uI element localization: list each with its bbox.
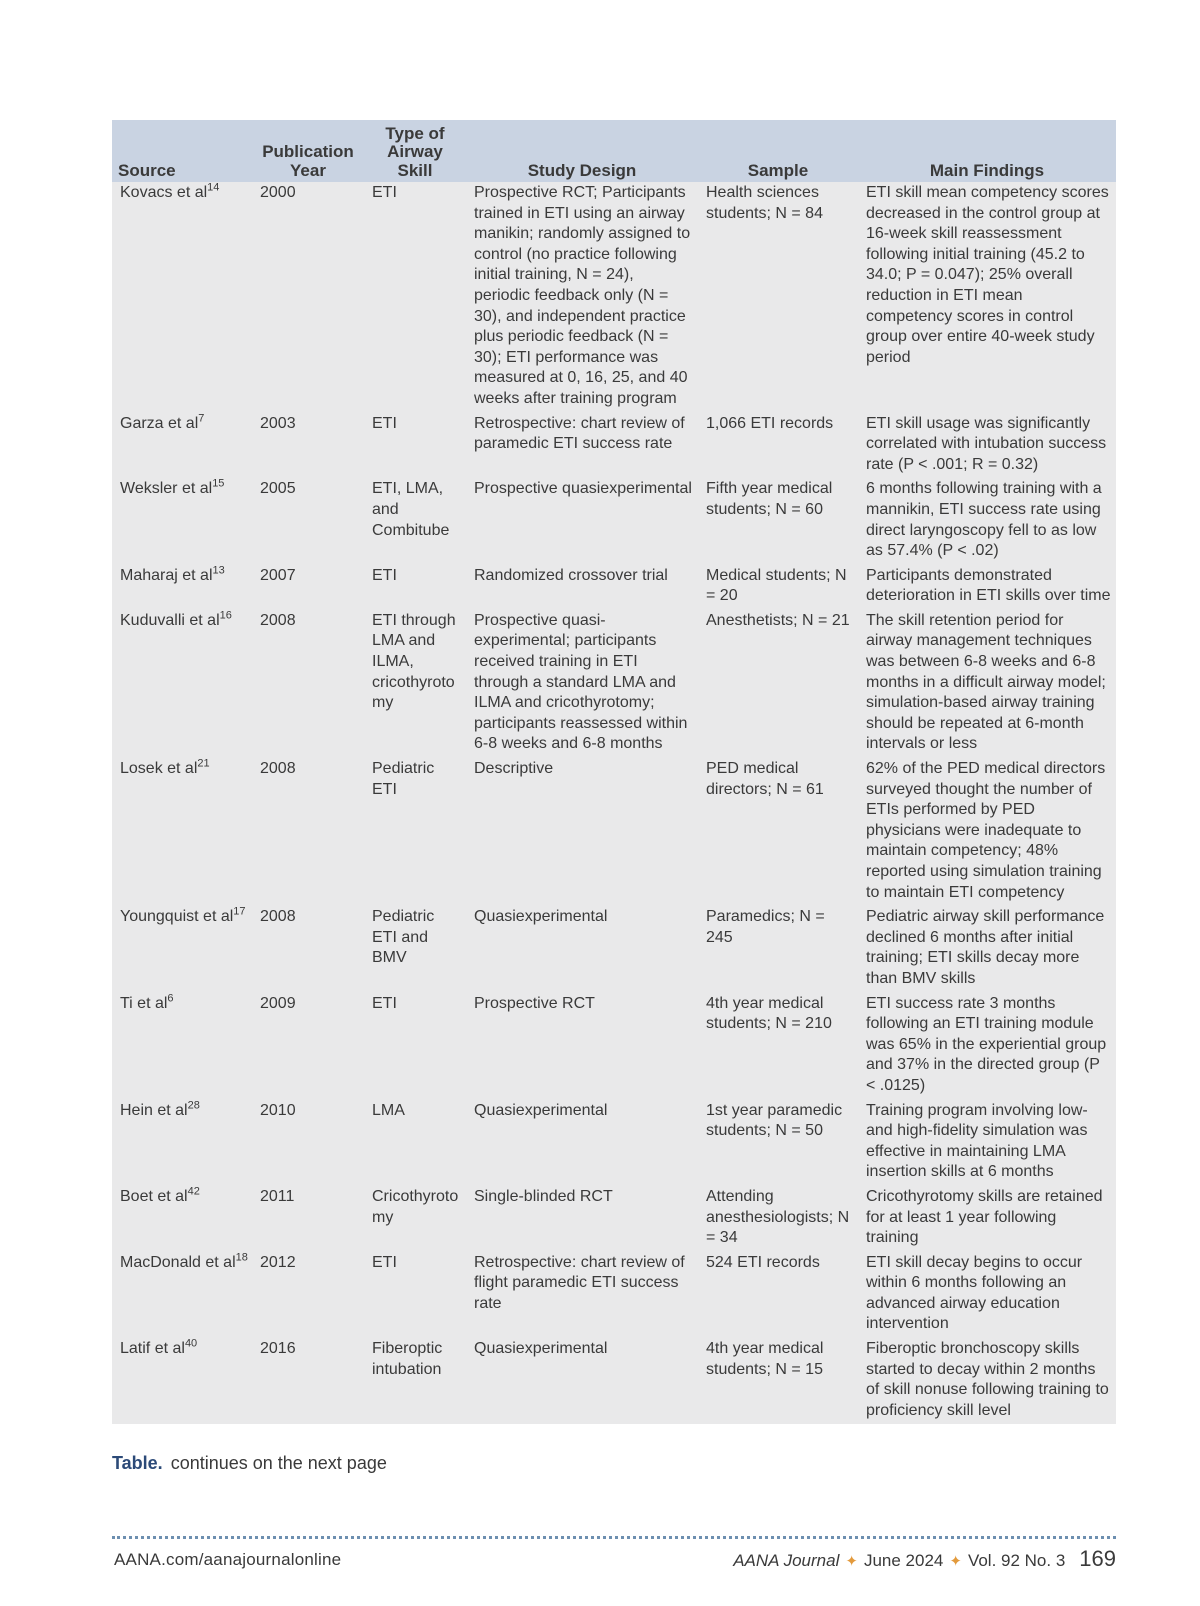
cell-findings xyxy=(858,1100,1116,1186)
source-text: Youngquist et al xyxy=(120,908,234,926)
cell-sample xyxy=(698,906,858,992)
cell-source xyxy=(112,610,252,758)
cell-skill xyxy=(364,906,466,992)
findings-text: Pediatric airway skill performance declined 6 months after initial training; ETI skills decay more than BMV skills xyxy=(866,908,1105,987)
findings-text: ETI skill mean competency scores decreased in the control group at 16-week skill reassessment following initial training (45.2 to 34.0; P = 0.047); 25% overall reduction in ETI mean competency scores in control group over entire 40-week study period xyxy=(866,184,1109,366)
cell-sample xyxy=(698,182,858,413)
skill-text: Pediatric ETI xyxy=(372,760,435,798)
cell-design xyxy=(466,1100,698,1186)
skill-text: ETI xyxy=(372,566,397,584)
sample-text: 4th year medical students; N = 15 xyxy=(706,1340,824,1378)
cell-source xyxy=(112,906,252,992)
design-text: Prospective quasiexperimental xyxy=(474,480,692,498)
table-row xyxy=(112,610,1116,758)
cell-sample xyxy=(698,993,858,1100)
year-text: 2003 xyxy=(260,414,296,432)
col-header-design: Study Design xyxy=(527,160,637,180)
cell-year xyxy=(252,478,364,564)
col-header-skill-line2: Airway xyxy=(387,142,443,161)
skill-text: ETI xyxy=(372,414,397,432)
col-header-findings: Main Findings xyxy=(929,160,1045,180)
table-row xyxy=(112,1100,1116,1186)
cell-source xyxy=(112,1186,252,1252)
cell-findings xyxy=(858,182,1116,413)
cell-year xyxy=(252,413,364,479)
design-text: Retrospective: chart review of paramedic ETI success rate xyxy=(474,414,685,453)
cell-findings xyxy=(858,1252,1116,1338)
source-text: Maharaj et al xyxy=(120,566,213,584)
col-header-source: Source xyxy=(118,160,176,180)
skill-text: Fiberoptic intubation xyxy=(372,1340,443,1378)
sample-text: Paramedics; N = 245 xyxy=(706,908,825,946)
source-text: Hein et al xyxy=(120,1101,188,1119)
cell-year xyxy=(252,758,364,906)
cell-sample xyxy=(698,478,858,564)
findings-text: ETI skill usage was significantly correlated with intubation success rate (P < .001; R = 0.32) xyxy=(866,414,1107,473)
cell-source xyxy=(112,413,252,479)
cell-year xyxy=(252,1338,364,1424)
cell-design xyxy=(466,758,698,906)
cell-skill xyxy=(364,610,466,758)
source-text: MacDonald et al xyxy=(120,1253,236,1271)
cell-year xyxy=(252,610,364,758)
cell-skill xyxy=(364,1100,466,1186)
reference-number: 18 xyxy=(235,1251,248,1264)
year-text: 2008 xyxy=(260,611,296,629)
col-header-skill-line1: Type of xyxy=(385,123,445,143)
year-text: 2011 xyxy=(260,1187,295,1205)
header-row xyxy=(112,120,1116,182)
cell-source xyxy=(112,1252,252,1338)
sample-text: 524 ETI records xyxy=(706,1253,820,1271)
review-table-container xyxy=(112,120,1116,1424)
findings-text: ETI success rate 3 months following an ETI training module was 65% in the experiential group and 37% in the directed group (P < .0125) xyxy=(866,994,1107,1094)
findings-text: ETI skill decay begins to occur within 6 months following an advanced airway education intervention xyxy=(866,1253,1083,1333)
col-header-year-line2: Year xyxy=(290,160,326,180)
skill-text: ETI through LMA and ILMA, cricothyrotomy xyxy=(372,611,456,712)
table-row xyxy=(112,758,1116,906)
sample-text: PED medical directors; N = 61 xyxy=(706,760,824,798)
caption-text: continues on the next page xyxy=(170,1453,387,1473)
findings-text: Participants demonstrated deterioration in ETI skills over time xyxy=(866,566,1111,605)
col-header-skill xyxy=(364,120,466,182)
cell-sample xyxy=(698,1338,858,1424)
skill-text: ETI xyxy=(372,1253,397,1271)
cell-source xyxy=(112,993,252,1100)
reference-number: 16 xyxy=(219,609,232,622)
cell-year xyxy=(252,906,364,992)
source-text: Losek et al xyxy=(120,760,198,778)
source-text: Garza et al xyxy=(120,414,199,432)
table-body xyxy=(112,182,1116,1424)
skill-text: Pediatric ETI and BMV xyxy=(372,908,435,967)
footer-citation xyxy=(733,1546,1116,1572)
table-caption xyxy=(112,1453,387,1474)
cell-skill xyxy=(364,478,466,564)
cell-findings xyxy=(858,1186,1116,1252)
cell-skill xyxy=(364,182,466,413)
table-row xyxy=(112,1186,1116,1252)
footer-issue-date: June 2024 xyxy=(863,1551,944,1570)
design-text: Prospective RCT; Participants trained in ETI using an airway manikin; randomly assigned to control (no practice following initial training, N = 24), periodic feedback only (N = 30), and independent practice plus periodic feedback (N = 30); ETI performance was measured at 0, 16, 25, and 40 weeks after training program xyxy=(474,184,691,407)
reference-number: 7 xyxy=(198,412,205,425)
cell-sample xyxy=(698,413,858,479)
reference-number: 21 xyxy=(197,757,210,770)
reference-number: 15 xyxy=(212,477,225,490)
reference-number: 40 xyxy=(184,1337,198,1350)
footer-volume: Vol. 92 No. 3 xyxy=(967,1551,1066,1570)
cell-design xyxy=(466,993,698,1100)
cell-design xyxy=(466,182,698,413)
footer-divider xyxy=(112,1536,1116,1539)
skill-text: ETI, LMA, and Combitube xyxy=(372,480,450,539)
design-text: Descriptive xyxy=(474,760,554,778)
year-text: 2000 xyxy=(260,184,296,201)
cell-design xyxy=(466,906,698,992)
col-header-year xyxy=(252,120,364,182)
cell-source xyxy=(112,758,252,906)
cell-source xyxy=(112,1338,252,1424)
cell-source xyxy=(112,478,252,564)
source-text: Kovacs et al xyxy=(120,184,208,201)
cell-design xyxy=(466,413,698,479)
table-row xyxy=(112,993,1116,1100)
col-header-skill-line3: Skill xyxy=(397,160,433,180)
sample-text: 4th year medical students; N = 210 xyxy=(706,994,832,1033)
design-text: Randomized crossover trial xyxy=(474,566,668,584)
sample-text: 1,066 ETI records xyxy=(706,414,834,432)
year-text: 2012 xyxy=(260,1253,296,1271)
cell-sample xyxy=(698,1252,858,1338)
table-row xyxy=(112,182,1116,413)
year-text: 2010 xyxy=(260,1101,296,1119)
cell-sample xyxy=(698,758,858,906)
design-text: Quasiexperimental xyxy=(474,908,608,926)
findings-text: Training program involving low- and high-fidelity simulation was effective in maintaining LMA insertion skills at 6 months xyxy=(866,1101,1088,1181)
cell-year xyxy=(252,1186,364,1252)
cell-sample xyxy=(698,1186,858,1252)
cell-findings xyxy=(858,413,1116,479)
reference-number: 17 xyxy=(233,905,246,918)
caption-label: Table. xyxy=(112,1453,163,1473)
skill-text: Cricothyrotomy xyxy=(372,1187,459,1226)
cell-sample xyxy=(698,565,858,610)
cell-source xyxy=(112,565,252,610)
reference-number: 42 xyxy=(187,1185,200,1198)
cell-skill xyxy=(364,1252,466,1338)
cell-skill xyxy=(364,1186,466,1252)
cell-design xyxy=(466,1338,698,1424)
sample-text: Attending anesthesiologists; N = 34 xyxy=(706,1187,850,1247)
cell-skill xyxy=(364,1338,466,1424)
year-text: 2005 xyxy=(260,480,296,498)
cell-findings xyxy=(858,758,1116,906)
cell-design xyxy=(466,565,698,610)
findings-text: Fiberoptic bronchoscopy skills started to decay within 2 months of skill nonuse following training to proficiency skill level xyxy=(866,1340,1109,1419)
reference-number: 28 xyxy=(187,1099,200,1112)
table-row xyxy=(112,1338,1116,1424)
cell-findings xyxy=(858,610,1116,758)
footer-separator-icon: ✦ xyxy=(949,1553,962,1570)
review-table xyxy=(112,120,1116,1424)
design-text: Quasiexperimental xyxy=(474,1101,608,1119)
cell-year xyxy=(252,1252,364,1338)
footer-website: AANA.com/aanajournalonline xyxy=(114,1550,342,1569)
reference-number: 13 xyxy=(212,564,225,577)
cell-findings xyxy=(858,478,1116,564)
sample-text: 1st year paramedic students; N = 50 xyxy=(706,1101,843,1140)
table-header xyxy=(112,120,1116,182)
table-row xyxy=(112,1252,1116,1338)
cell-skill xyxy=(364,758,466,906)
cell-skill xyxy=(364,413,466,479)
findings-text: Cricothyrotomy skills are retained for at least 1 year following training xyxy=(866,1187,1103,1247)
table-row xyxy=(112,906,1116,992)
footer-journal: AANA Journal xyxy=(733,1551,840,1570)
skill-text: ETI xyxy=(372,184,397,201)
cell-findings xyxy=(858,565,1116,610)
skill-text: ETI xyxy=(372,994,397,1012)
cell-design xyxy=(466,478,698,564)
sample-text: Medical students; N = 20 xyxy=(706,566,847,605)
design-text: Retrospective: chart review of flight paramedic ETI success rate xyxy=(474,1253,685,1312)
col-header-year-line1: Publication xyxy=(262,142,354,161)
findings-text: 62% of the PED medical directors surveyed thought the number of ETIs performed by PED physicians were inadequate to maintain competency; 48% reported using simulation training to maintain ETI competency xyxy=(866,760,1106,901)
table-row xyxy=(112,478,1116,564)
cell-source xyxy=(112,182,252,413)
design-text: Quasiexperimental xyxy=(474,1340,608,1358)
col-header-sample: Sample xyxy=(747,160,809,180)
reference-number: 6 xyxy=(167,992,174,1005)
cell-year xyxy=(252,565,364,610)
reference-number: 14 xyxy=(207,181,220,194)
cell-skill xyxy=(364,565,466,610)
cell-design xyxy=(466,610,698,758)
source-text: Ti et al xyxy=(120,994,168,1012)
skill-text: LMA xyxy=(372,1101,405,1119)
cell-findings xyxy=(858,993,1116,1100)
sample-text: Health sciences students; N = 84 xyxy=(706,184,823,222)
cell-findings xyxy=(858,906,1116,992)
year-text: 2009 xyxy=(260,994,296,1012)
source-text: Kuduvalli et al xyxy=(120,611,220,629)
findings-text: 6 months following training with a mannikin, ETI success rate using direct laryngoscopy fell to as low as 57.4% (P < .02) xyxy=(866,480,1102,560)
year-text: 2007 xyxy=(260,566,296,584)
cell-findings xyxy=(858,1338,1116,1424)
year-text: 2016 xyxy=(260,1340,296,1358)
year-text: 2008 xyxy=(260,760,296,778)
sample-text: Anesthetists; N = 21 xyxy=(706,611,850,629)
cell-source xyxy=(112,1100,252,1186)
page-number: 169 xyxy=(1079,1546,1116,1571)
table-row xyxy=(112,413,1116,479)
source-text: Boet et al xyxy=(120,1187,188,1205)
table-row xyxy=(112,565,1116,610)
cell-sample xyxy=(698,1100,858,1186)
findings-text: The skill retention period for airway management techniques was between 6-8 weeks and 6-8 months in a difficult airway model; simulation-based airway training should be repeated at 6-month intervals or less xyxy=(866,611,1106,753)
cell-year xyxy=(252,182,364,413)
cell-skill xyxy=(364,993,466,1100)
design-text: Prospective RCT xyxy=(474,994,595,1012)
cell-sample xyxy=(698,610,858,758)
source-text: Latif et al xyxy=(120,1340,185,1358)
footer-separator-icon: ✦ xyxy=(845,1553,858,1570)
source-text: Weksler et al xyxy=(120,480,213,498)
design-text: Prospective quasi-experimental; participants received training in ETI through a standard LMA and ILMA and cricothyrotomy; participants reassessed within 6-8 weeks and 6-8 months xyxy=(474,611,688,753)
cell-design xyxy=(466,1252,698,1338)
cell-year xyxy=(252,993,364,1100)
year-text: 2008 xyxy=(260,908,296,926)
cell-year xyxy=(252,1100,364,1186)
design-text: Single-blinded RCT xyxy=(474,1187,613,1205)
sample-text: Fifth year medical students; N = 60 xyxy=(706,480,833,518)
cell-design xyxy=(466,1186,698,1252)
